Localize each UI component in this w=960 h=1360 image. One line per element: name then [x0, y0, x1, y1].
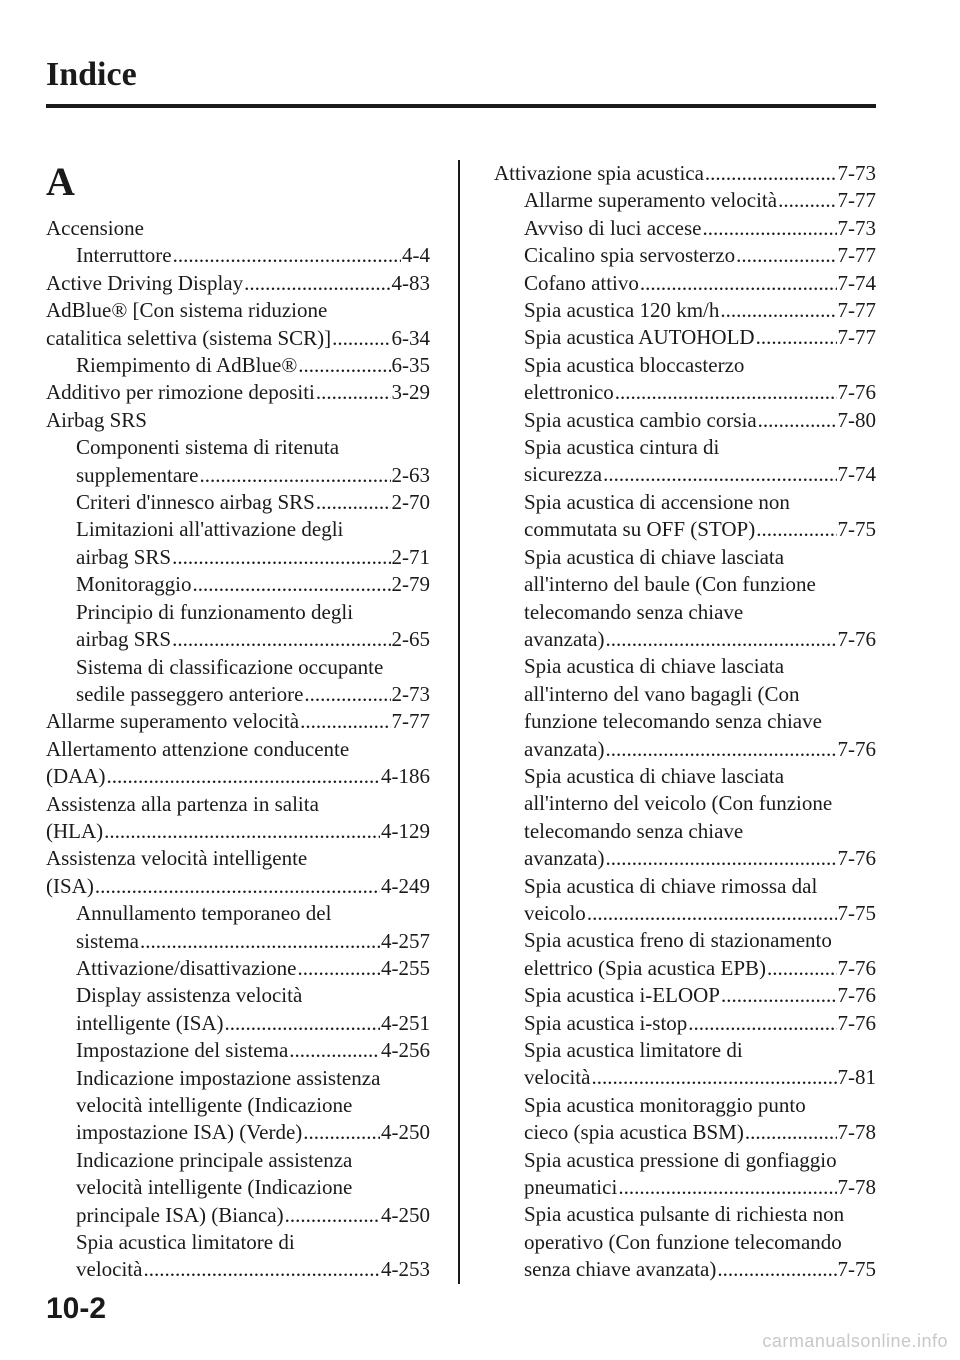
dot-leader [316, 379, 391, 406]
index-entry-text: elettronico [524, 380, 614, 405]
index-entry-text: Allarme superamento velocità [524, 188, 778, 213]
index-entry-text: (HLA) [46, 818, 104, 843]
index-entry-text: Active Driving Display [46, 270, 244, 295]
index-entry-text: Monitoraggio [76, 572, 192, 597]
dot-leader [303, 1119, 380, 1146]
index-entry-text: Additivo per rimozione depositi [46, 380, 315, 405]
index-entry [494, 900, 876, 927]
index-entry [46, 215, 430, 242]
index-entry-page: 7-76 [837, 846, 876, 871]
index-entry [494, 1037, 876, 1064]
index-entry [494, 626, 876, 653]
index-entry [46, 736, 430, 763]
index-entry [46, 407, 430, 434]
index-entry [494, 1174, 876, 1201]
index-entry-page: 7-76 [837, 983, 876, 1008]
index-entry-text: operativo (Con funzione telecomando [524, 1229, 842, 1254]
index-entry-page: 7-73 [837, 161, 876, 185]
dot-leader [605, 736, 836, 763]
index-entry [46, 1147, 430, 1174]
index-entry-text: Spia acustica i-stop [524, 1010, 688, 1035]
index-entry-page: 7-74 [837, 270, 876, 295]
dot-leader [605, 845, 836, 872]
index-entry-text: Spia acustica pressione di gonfiaggio [524, 1147, 837, 1172]
dot-leader [298, 352, 390, 379]
index-entry-page: 7-75 [837, 900, 876, 925]
index-entry-text: Limitazioni all'attivazione degli [76, 517, 344, 542]
section-letter: A [46, 159, 75, 204]
index-entry [46, 845, 430, 872]
dot-leader [615, 379, 837, 406]
index-entry [46, 1065, 430, 1092]
index-entry-text: Spia acustica limitatore di [524, 1038, 743, 1062]
index-entry [494, 1229, 876, 1256]
index-entry-page: 4-83 [391, 270, 430, 295]
index-entry-text: Attivazione spia acustica [494, 161, 704, 185]
index-entry [494, 1064, 876, 1091]
index-entry [46, 544, 430, 571]
index-entry-page: 4-251 [381, 1010, 430, 1035]
index-entry-page: 7-78 [837, 1120, 876, 1145]
index-entry-text: (ISA) [46, 873, 94, 898]
index-entry-text: Spia acustica bloccasterzo [524, 352, 745, 377]
index-entry-page: 7-76 [837, 736, 876, 761]
index-entry-page: 7-76 [837, 626, 876, 651]
index-entry-text: Allertamento attenzione conducente [46, 736, 350, 761]
index-entry [46, 791, 430, 818]
index-entry [46, 516, 430, 543]
index-entry-text: Spia acustica di chiave lasciata [524, 654, 785, 679]
index-entry [46, 763, 430, 790]
index-entry-page: 7-77 [837, 243, 876, 268]
index-entry-text: Indicazione principale assistenza [76, 1147, 353, 1172]
dot-leader [778, 187, 836, 214]
index-entry [46, 379, 430, 406]
dot-leader [193, 571, 391, 598]
index-entry [494, 516, 876, 543]
index-entry-text: Spia acustica di chiave lasciata [524, 544, 785, 569]
index-entry [494, 1092, 876, 1119]
index-entry [494, 927, 876, 954]
index-entry [494, 1256, 876, 1283]
index-entry-text: avanzata) [524, 626, 605, 651]
index-entry-text: velocità intelligente (Indicazione [76, 1093, 353, 1117]
dot-leader [756, 324, 837, 351]
index-entry-page: 7-77 [391, 709, 430, 734]
index-entry [494, 352, 876, 379]
index-entry-page: 7-77 [837, 188, 876, 213]
index-entry [46, 708, 430, 735]
index-entry [46, 1119, 430, 1146]
index-entry-page: 7-81 [837, 1065, 876, 1090]
index-entry [494, 818, 876, 845]
index-entry [46, 352, 430, 379]
index-entry-text: velocità [76, 1257, 143, 1282]
dot-leader [95, 873, 380, 900]
page-title: Indice [46, 56, 137, 93]
dot-leader [705, 160, 837, 187]
index-entry [494, 324, 876, 351]
index-entry-page: 4-250 [381, 1202, 430, 1227]
index-entry [494, 544, 876, 571]
index-entry-page: 4-4 [402, 243, 430, 268]
dot-leader [173, 242, 401, 269]
index-column-left [46, 215, 430, 1284]
index-entry [46, 1010, 430, 1037]
index-entry-text: sistema [76, 928, 139, 953]
index-entry [494, 653, 876, 680]
dot-leader [304, 681, 390, 708]
dot-leader [199, 462, 390, 489]
index-entry-text: senza chiave avanzata) [524, 1257, 717, 1282]
index-entry [494, 736, 876, 763]
index-entry [494, 187, 876, 214]
dot-leader [591, 1064, 836, 1091]
index-entry-text: cieco (spia acustica BSM) [524, 1120, 744, 1145]
dot-leader [688, 1010, 836, 1037]
index-entry [494, 873, 876, 900]
dot-leader [106, 763, 380, 790]
index-entry [46, 325, 430, 352]
index-entry-text: Spia acustica 120 km/h [524, 298, 720, 323]
index-entry-text: Allarme superamento velocità [46, 709, 300, 734]
index-entry [46, 928, 430, 955]
dot-leader [297, 955, 380, 982]
index-entry-text: all'interno del veicolo (Con funzione [524, 791, 833, 816]
index-entry-text: Assistenza alla partenza in salita [46, 791, 319, 816]
index-entry-page: 2-71 [391, 544, 430, 569]
index-entry [46, 1092, 430, 1119]
index-entry-page: 7-76 [837, 380, 876, 405]
dot-leader [717, 1256, 836, 1283]
index-entry-text: Spia acustica AUTOHOLD [524, 325, 755, 350]
dot-leader [104, 818, 380, 845]
index-entry-page: 7-78 [837, 1175, 876, 1200]
index-entry [494, 708, 876, 735]
index-entry [494, 215, 876, 242]
index-entry-text: supplementare [76, 462, 199, 487]
index-entry-page: 4-186 [381, 764, 430, 789]
index-entry-text: veicolo [524, 900, 586, 925]
index-entry [46, 434, 430, 461]
index-entry-page: 3-29 [391, 380, 430, 405]
index-entry-text: Riempimento di AdBlue® [76, 353, 298, 378]
index-entry-page: 7-75 [837, 517, 876, 542]
index-entry-text: Spia acustica di accensione non [524, 489, 790, 514]
index-entry-text: Interruttore [76, 243, 172, 268]
dot-leader [332, 325, 390, 352]
index-entry [494, 955, 876, 982]
index-entry-text: Spia acustica i-ELOOP [524, 983, 720, 1008]
dot-leader [300, 708, 390, 735]
index-entry [494, 845, 876, 872]
dot-leader [736, 242, 836, 269]
index-entry [494, 790, 876, 817]
index-entry [494, 681, 876, 708]
index-entry [494, 160, 876, 187]
index-entry-text: Display assistenza velocità [76, 983, 303, 1008]
index-entry-text: Principio di funzionamento degli [76, 599, 354, 624]
index-entry-text: Airbag SRS [46, 407, 147, 432]
index-entry [494, 270, 876, 297]
index-entry-text: Spia acustica monitoraggio punto [524, 1092, 806, 1117]
dot-leader [172, 626, 390, 653]
index-entry-text: Criteri d'innesco airbag SRS [76, 490, 315, 515]
dot-leader [745, 1119, 837, 1146]
index-entry-page: 7-75 [837, 1257, 876, 1282]
index-entry-text: Spia acustica di chiave lasciata [524, 763, 785, 788]
index-entry-text: Componenti sistema di ritenuta [76, 435, 340, 460]
dot-leader [143, 1256, 380, 1283]
dot-leader [720, 297, 836, 324]
header-rule [46, 104, 876, 108]
index-entry-text: Attivazione/disattivazione [76, 955, 297, 980]
index-entry [46, 1202, 430, 1229]
index-entry [46, 297, 430, 324]
index-entry-text: impostazione ISA) (Verde) [76, 1120, 303, 1145]
index-entry-text: avanzata) [524, 846, 605, 871]
index-entry-text: Spia acustica pulsante di richiesta non [524, 1202, 845, 1227]
index-entry [494, 297, 876, 324]
dot-leader [605, 626, 836, 653]
index-entry-text: telecomando senza chiave [524, 818, 744, 843]
index-entry-page: 2-70 [391, 490, 430, 515]
index-entry [46, 900, 430, 927]
dot-leader [587, 900, 837, 927]
index-entry [494, 982, 876, 1009]
index-entry [46, 681, 430, 708]
index-entry-page: 2-65 [391, 627, 430, 652]
column-divider [458, 160, 460, 1284]
dot-leader [702, 215, 836, 242]
index-entry-text: velocità [524, 1065, 591, 1090]
dot-leader [767, 955, 836, 982]
index-entry [46, 270, 430, 297]
index-entry [494, 763, 876, 790]
index-entry-text: sedile passeggero anteriore [76, 681, 304, 706]
index-entry-page: 6-34 [391, 325, 430, 350]
index-entry [46, 626, 430, 653]
index-entry-text: Spia acustica limitatore di [76, 1230, 295, 1255]
index-entry [46, 873, 430, 900]
index-entry-text: Accensione [46, 216, 144, 240]
index-entry-page: 7-80 [837, 407, 876, 432]
index-entry-text: AdBlue® [Con sistema riduzione [46, 298, 328, 323]
dot-leader [172, 544, 390, 571]
index-entry [494, 571, 876, 598]
index-entry [46, 462, 430, 489]
index-entry-text: Assistenza velocità intelligente [46, 846, 308, 871]
index-entry-text: pneumatici [524, 1175, 618, 1200]
index-entry [46, 571, 430, 598]
index-entry-text: (DAA) [46, 764, 106, 789]
index-entry-text: Cicalino spia servosterzo [524, 243, 736, 268]
index-entry-text: principale ISA) (Bianca) [76, 1202, 284, 1227]
dot-leader [640, 270, 837, 297]
index-entry-page: 7-73 [837, 215, 876, 240]
index-entry-text: all'interno del vano bagagli (Con [524, 681, 800, 706]
index-entry [46, 242, 430, 269]
index-entry [494, 599, 876, 626]
index-entry-text: Spia acustica cambio corsia [524, 407, 757, 432]
index-entry [494, 1010, 876, 1037]
index-entry-text: Spia acustica freno di stazionamento [524, 928, 832, 953]
index-entry [46, 489, 430, 516]
index-entry-page: 4-249 [381, 873, 430, 898]
index-entry [494, 1201, 876, 1228]
index-entry [494, 461, 876, 488]
index-entry [46, 599, 430, 626]
index-entry-text: all'interno del baule (Con funzione [524, 572, 816, 597]
index-entry-page: 7-77 [837, 298, 876, 323]
index-entry-page: 7-74 [837, 462, 876, 487]
dot-leader [225, 1010, 380, 1037]
index-entry-text: Avviso di luci accese [524, 215, 702, 240]
index-entry [46, 654, 430, 681]
dot-leader [756, 516, 836, 543]
index-entry-page: 4-250 [381, 1120, 430, 1145]
index-entry-text: commutata su OFF (STOP) [524, 517, 756, 542]
index-entry-text: Cofano attivo [524, 270, 639, 295]
index-entry-text: Annullamento temporaneo del [76, 901, 332, 926]
index-entry [46, 1037, 430, 1064]
dot-leader [289, 1037, 380, 1064]
index-entry-page: 2-73 [391, 681, 430, 706]
index-entry-text: airbag SRS [76, 627, 172, 652]
index-entry-text: telecomando senza chiave [524, 599, 744, 624]
index-entry-page: 7-77 [837, 325, 876, 350]
index-entry-page: 2-63 [391, 462, 430, 487]
index-entry [494, 434, 876, 461]
dot-leader [244, 270, 390, 297]
index-entry [46, 818, 430, 845]
index-entry [494, 407, 876, 434]
index-entry [46, 1229, 430, 1256]
dot-leader [758, 407, 837, 434]
index-entry-page: 4-129 [381, 818, 430, 843]
watermark: carmanualsonline.info [762, 1331, 948, 1351]
index-entry [46, 1174, 430, 1201]
index-entry [494, 379, 876, 406]
index-entry-page: 4-256 [381, 1038, 430, 1063]
index-entry [494, 242, 876, 269]
index-entry-text: Sistema di classificazione occupante [76, 654, 384, 679]
index-entry-text: Impostazione del sistema [76, 1038, 289, 1063]
index-entry-text: airbag SRS [76, 544, 172, 569]
dot-leader [603, 461, 836, 488]
index-entry [46, 955, 430, 982]
index-entry-text: Indicazione impostazione assistenza [76, 1065, 381, 1090]
index-entry-page: 4-255 [381, 955, 430, 980]
index-entry [46, 1256, 430, 1283]
index-entry-page: 4-257 [381, 928, 430, 953]
index-entry-page: 6-35 [391, 353, 430, 378]
dot-leader [285, 1202, 380, 1229]
index-entry [494, 1147, 876, 1174]
index-entry-page: 2-79 [391, 572, 430, 597]
index-entry-text: sicurezza [524, 462, 603, 487]
index-entry-text: Spia acustica di chiave rimossa dal [524, 873, 818, 898]
page-number: 10-2 [46, 1292, 107, 1325]
index-entry-text: avanzata) [524, 736, 605, 761]
index-entry [494, 489, 876, 516]
index-entry-text: intelligente (ISA) [76, 1010, 224, 1035]
index-entry [46, 982, 430, 1009]
dot-leader [721, 982, 837, 1009]
dot-leader [140, 928, 380, 955]
index-entry-text: velocità intelligente (Indicazione [76, 1175, 353, 1200]
index-entry-page: 7-76 [837, 955, 876, 980]
dot-leader [618, 1174, 836, 1201]
index-entry-text: catalitica selettiva (sistema SCR)] [46, 325, 332, 350]
index-entry [494, 1119, 876, 1146]
index-entry-text: funzione telecomando senza chiave [524, 709, 822, 734]
dot-leader [316, 489, 391, 516]
index-entry-text: elettrico (Spia acustica EPB) [524, 955, 767, 980]
index-entry-page: 7-76 [837, 1010, 876, 1035]
index-entry-text: Spia acustica cintura di [524, 435, 720, 460]
index-entry-page: 4-253 [381, 1257, 430, 1282]
index-column-right [494, 160, 876, 1284]
